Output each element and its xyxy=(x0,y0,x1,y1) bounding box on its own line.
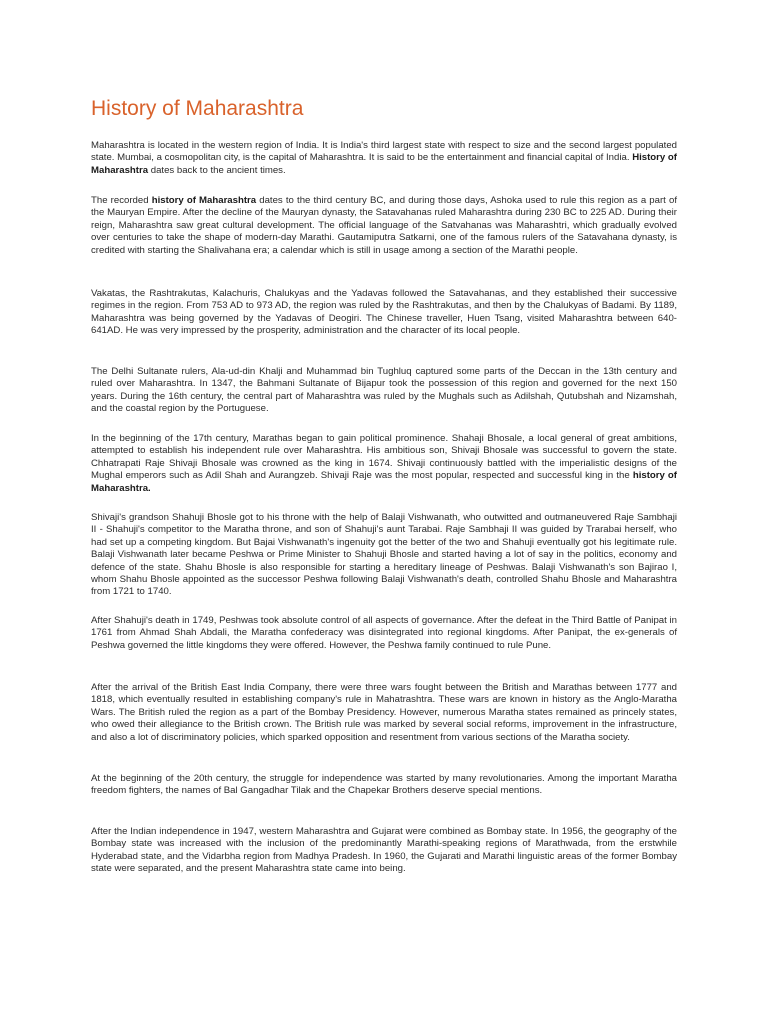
paragraph-marathas xyxy=(91,433,677,495)
paragraph-text: dates back to the ancient times. xyxy=(148,164,286,176)
paragraph-british: After the arrival of the British East India Company, there were three wars fought between the British and Marathas between 1777 and 1818, which eventually resulted in establishing company's rule in Mahatrashtra. These wars are known in history as the Anglo-Maratha Wars. The British ruled the region as a part of the Bombay Presidency. However, numerous Maratha states remained as princely states, who owed their allegiance to the British crown. The British rule was marked by several social reforms, improvement in the infrastructure, and also a lot of discriminatory policies, which sparked opposition and resentment from various sections of the Maratha society. xyxy=(91,682,677,743)
paragraph-delhi-sultanate: The Delhi Sultanate rulers, Ala-ud-din Khalji and Muhammad bin Tughluq captured some parts of the Deccan in the 13th century and ruled over Maharashtra. In 1347, the Bahmani Sultanate of Bijapur took the possession of this region and governed for the next 150 years. During the 16th century, the central part of Maharashtra was ruled by the Mughals such as Adilshah, Qutubshah and Nizamshah, and the coastal region by the Portuguese. xyxy=(91,366,677,415)
bold-phrase: history of Maharashtra. xyxy=(91,470,677,494)
paragraph-dynasties: Vakatas, the Rashtrakutas, Kalachuris, Chalukyas and the Yadavas followed the Satavahanas, and they established their successive regimes in the region. From 753 AD to 973 AD, the region was ruled by the Rashtrakutas, and then by the Chalukyas of Badami. By 1189, Maharashtra was being governed by the Yadavas of Deogiri. The Chinese traveller, Huen Tsang, visited Maharashtra between 640- 641AD. He was very impressed by the prosperity, administration and the character of its local people. xyxy=(91,288,677,337)
paragraph-text: The recorded xyxy=(91,195,152,206)
paragraph-independence-struggle: At the beginning of the 20th century, the struggle for independence was started by many revolutionaries. Among the important Maratha freedom fighters, the names of Bal Gangadhar Tilak and the Chapekar Brothers deserve special mentions. xyxy=(91,773,677,797)
paragraph-intro xyxy=(91,140,677,177)
paragraph-ancient-history xyxy=(91,195,677,257)
paragraph-peshwas: After Shahuji's death in 1749, Peshwas took absolute control of all aspects of governance. After the defeat in the Third Battle of Panipat in 1761 from Ahmad Shah Abdali, the Maratha confederacy was disintegrated into regional kingdoms. After Panipat, the ex-generals of Peshwa governed the little kingdoms they were offered. However, the Peshwa family continued to rule Pune. xyxy=(91,615,677,651)
bold-phrase: History of Maharashtra xyxy=(91,152,677,176)
paragraph-state-formation: After the Indian independence in 1947, western Maharashtra and Gujarat were combined as Bombay state. In 1956, the geography of the Bombay state was increased with the inclusion of the predominantly Marathi-speaking regions of Marathwada, from the erstwhile Hyderabad state, and the Vidarbha region from Madhya Pradesh. In 1960, the Gujarati and Marathi linguistic areas of the former Bombay state were separated, and the present Maharashtra state came into being. xyxy=(91,826,677,875)
bold-phrase: history of Maharashtra xyxy=(151,195,257,206)
paragraph-text: dates to the third century BC, and during those days, Ashoka used to rule this region as a part of the Mauryan Empire. After the decline of the Mauryan dynasty, the Satavahanas ruled Maharashtra during 230 BC to 225 AD. During their reign, Maharashtra saw great cultural development. The official language of the Satvahanas was Maharashtri, which gradually evolved over centuries to take the shape of modern-day Marathi. Gautamiputra Satkarni, one of the famous rulers of the Satavahana dynasty, is credited with starting the Shalivahana era; a calendar which is still in usage among a section of the Marathi people. xyxy=(91,195,677,256)
paragraph-text: Maharashtra is located in the western region of India. It is India's third largest state with respect to size and the second largest populated state. Mumbai, a cosmopolitan city, is the capital of Maharashtra. It is said to be the entertainment and financial capital of India. xyxy=(91,140,677,164)
paragraph-shahuji: Shivaji's grandson Shahuji Bhosle got to his throne with the help of Balaji Vishwanath, who outwitted and outmaneuvered Raje Sambhaji II - Shahuji's competitor to the Maratha throne, and son of Shahuji's aunt Tarabai. Raje Sambhaji II was guided by Trarabai herself, who had set up a competing kingdom. But Bajai Vishwanath's ingenuity got the better of the two and Shahuji eventually got his legitimate rule. Balaji Vishwanath later became Peshwa or Prime Minister to Shahuji Bhosle and started having a lot of say in the politics, economy and defence of the state. Shahu Bhosle is also responsible for starting a hereditary lineage of Peshwas. Balaji Vishwanath's son Bajirao I, whom Shahu Bhosle appointed as the successor Peshwa following Balaji Vishwanath's death, controlled Shahu Bhosle and Maharashtra from 1721 to 1740. xyxy=(91,512,677,598)
page-title: History of Maharashtra xyxy=(91,97,304,120)
paragraph-text: In the beginning of the 17th century, Marathas began to gain political prominence. Shahaji Bhosale, a local general of great ambitions, attempted to establish his independent rule over Maharashtra. His ambitious son, Shivaji Bhosale was successful to govern the state. Chhatrapati Raje Shivaji Bhosale was crowned as the king in 1674. Shivaji continuously battled with the imperialistic designs of the Mughal emperors such as Adil Shah and Aurangzeb. Shivaji Raje was the most popular, respected and successful king in the xyxy=(91,433,677,482)
